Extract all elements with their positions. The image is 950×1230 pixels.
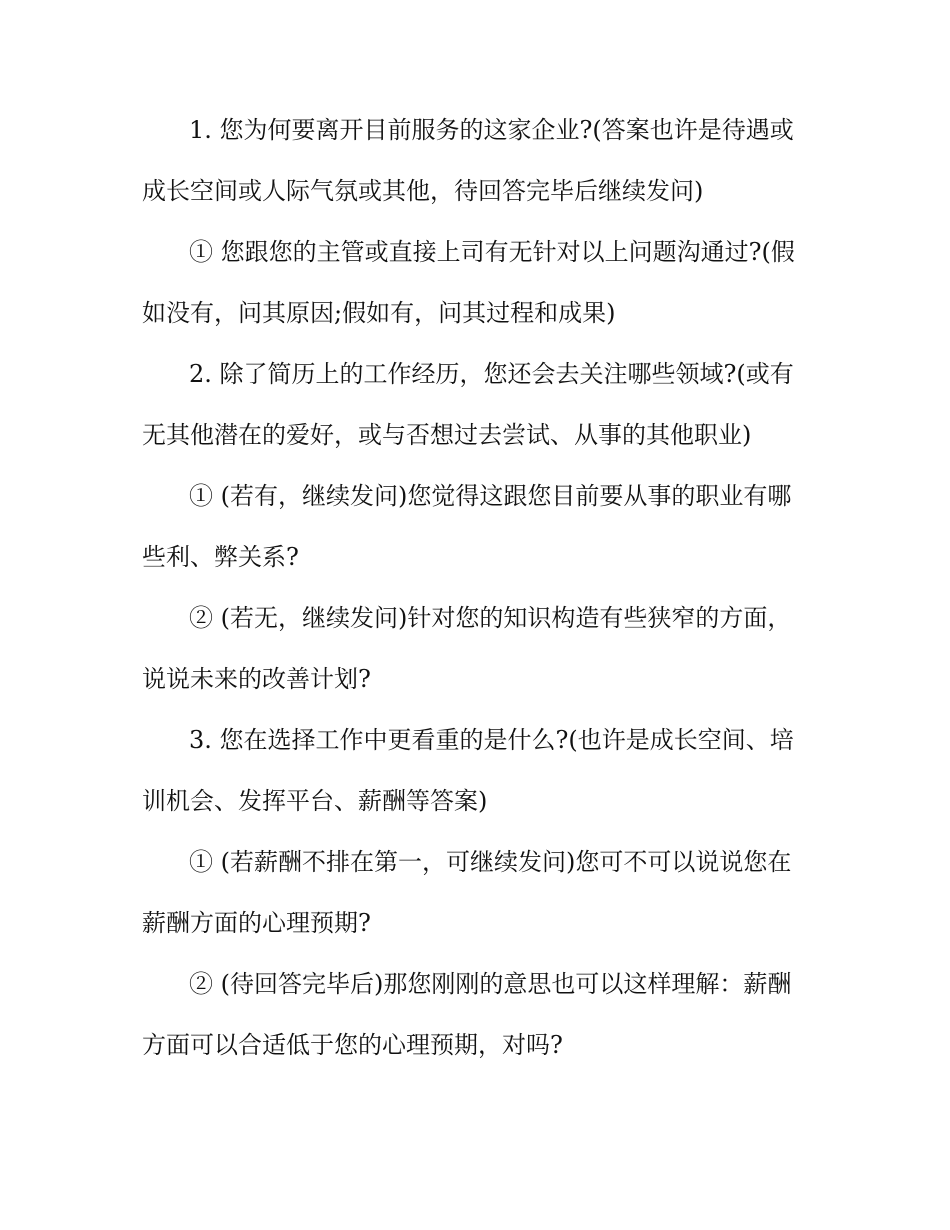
paragraph-text: ② (若无，继续发问)针对您的知识构造有些狭窄的方面，说说未来的改善计划? bbox=[142, 604, 792, 693]
question-3-paragraph bbox=[142, 710, 812, 832]
question-2-followup-2-paragraph bbox=[142, 588, 812, 710]
question-2-paragraph bbox=[142, 344, 812, 466]
paragraph-text: 1. 您为何要离开目前服务的这家企业?(答案也许是待遇或成长空间或人际气氛或其他，待回答完毕后继续发问) bbox=[142, 116, 794, 205]
paragraph-text: 2. 除了简历上的工作经历，您还会去关注哪些领域?(或有无其他潜在的爱好，或与否想过去尝试、从事的其他职业) bbox=[142, 360, 794, 449]
question-1-paragraph bbox=[142, 100, 812, 222]
question-1-followup-1-paragraph bbox=[142, 222, 812, 344]
paragraph-text: ① (若薪酬不排在第一，可继续发问)您可不可以说说您在薪酬方面的心理预期? bbox=[142, 848, 792, 937]
paragraph-text: ① (若有，继续发问)您觉得这跟您目前要从事的职业有哪些利、弊关系? bbox=[142, 482, 792, 571]
paragraph-text: ① 您跟您的主管或直接上司有无针对以上问题沟通过?(假如没有，问其原因;假如有，问其过程和成果) bbox=[142, 238, 795, 327]
question-3-followup-1-paragraph bbox=[142, 832, 812, 954]
document-body bbox=[142, 100, 812, 1076]
question-2-followup-1-paragraph bbox=[142, 466, 812, 588]
paragraph-text: 3. 您在选择工作中更看重的是什么?(也许是成长空间、培训机会、发挥平台、薪酬等答案) bbox=[142, 726, 794, 815]
question-3-followup-2-paragraph bbox=[142, 954, 812, 1076]
paragraph-text: ② (待回答完毕后)那您刚刚的意思也可以这样理解：薪酬方面可以合适低于您的心理预期，对吗? bbox=[142, 970, 792, 1059]
